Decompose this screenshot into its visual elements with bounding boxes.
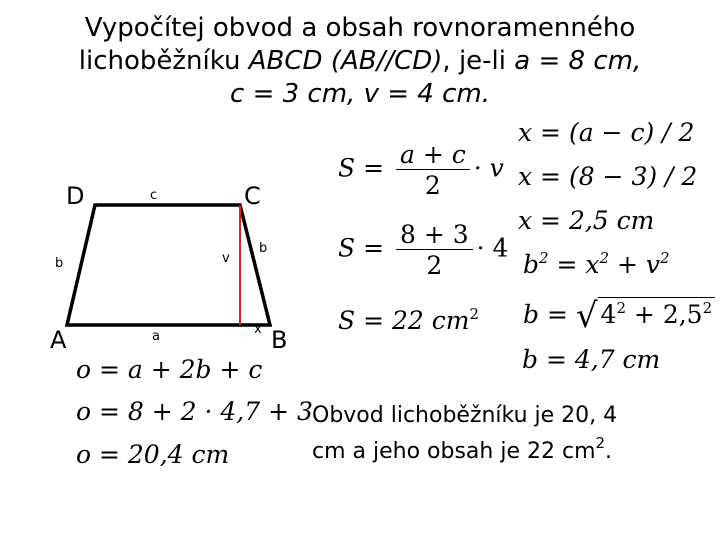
side-label-c: c xyxy=(150,188,158,203)
area-fraction xyxy=(396,142,470,198)
exponent: 2 xyxy=(660,249,670,267)
conclusion-period: . xyxy=(605,439,613,464)
conclusion-text-part: cm a jeho obsah je 22 cm xyxy=(312,439,596,464)
title-text: lichoběžníku xyxy=(78,46,249,76)
sqrt-body xyxy=(598,297,716,329)
conclusion-line-2 xyxy=(312,434,692,470)
title-trapezoid-name: ABCD (AB//CD) xyxy=(248,46,443,76)
fraction-denominator: 2 xyxy=(424,171,441,200)
vertex-label-A: A xyxy=(50,326,67,354)
vertex-label-B: B xyxy=(271,326,288,354)
exponent: 2 xyxy=(702,299,713,317)
fraction-denominator: 2 xyxy=(426,251,443,280)
area-lhs: S = xyxy=(338,153,385,183)
fraction-numerator: 8 + 3 xyxy=(396,222,473,250)
perimeter-result: o = 20,4 cm xyxy=(76,440,230,469)
conclusion-line-1: Obvod lichoběžníku je 20, 4 xyxy=(312,403,618,428)
title-text: , je-li xyxy=(442,46,515,76)
unit-exponent: 2 xyxy=(595,434,606,452)
perimeter-substitution: o = 8 + 2 · 4,7 + 3 xyxy=(76,397,313,426)
title-line-1: Vypočítej obvod a obsah rovnoramenného xyxy=(84,13,636,43)
fraction-numerator: a + c xyxy=(396,142,470,170)
area-formula xyxy=(338,142,504,198)
conclusion-text xyxy=(312,398,692,470)
area-multiplier: · 4 xyxy=(476,233,509,263)
area-fraction xyxy=(396,222,473,278)
perimeter-formula: o = a + 2b + c xyxy=(76,355,263,384)
area-value: S = 22 cm xyxy=(338,306,470,335)
pyth-x: = x xyxy=(548,250,600,279)
exponent: 2 xyxy=(616,299,626,317)
x-result: x = 2,5 cm xyxy=(518,206,655,235)
side-label-b-right: b xyxy=(259,241,268,256)
segment-label-x: x xyxy=(254,322,262,337)
trapezoid-figure xyxy=(40,190,340,360)
area-lhs: S = xyxy=(338,233,385,263)
height-label-v: v xyxy=(222,251,230,266)
pythagoras-formula xyxy=(523,249,670,279)
side-label-a: a xyxy=(152,329,160,344)
area-unit-exponent: 2 xyxy=(469,305,479,323)
title-line-3 xyxy=(40,78,680,111)
problem-title xyxy=(40,12,680,111)
b-root xyxy=(523,296,715,336)
area-substitution xyxy=(338,222,508,278)
x-formula: x = (a − c) / 2 xyxy=(518,118,695,147)
area-result xyxy=(338,305,479,335)
b-lhs: b = xyxy=(523,300,576,329)
x-substitution: x = (8 − 3) / 2 xyxy=(518,162,698,191)
sqrt-icon: √ xyxy=(575,296,598,336)
area-multiplier: · v xyxy=(473,153,504,183)
pyth-b: b xyxy=(523,250,540,279)
vertex-label-D: D xyxy=(66,182,85,210)
title-given-values: c = 3 cm, v = 4 cm. xyxy=(230,79,490,109)
title-line-2 xyxy=(40,45,680,78)
side-label-b-left: b xyxy=(55,256,64,271)
pyth-v: + v xyxy=(609,250,661,279)
root-term: + 2,5 xyxy=(625,300,703,329)
title-given-a: a = 8 cm, xyxy=(514,46,642,76)
root-term: 4 xyxy=(600,300,617,329)
exponent: 2 xyxy=(539,249,549,267)
b-result: b = 4,7 cm xyxy=(522,345,661,374)
vertex-label-C: C xyxy=(244,182,261,210)
exponent: 2 xyxy=(599,249,610,267)
